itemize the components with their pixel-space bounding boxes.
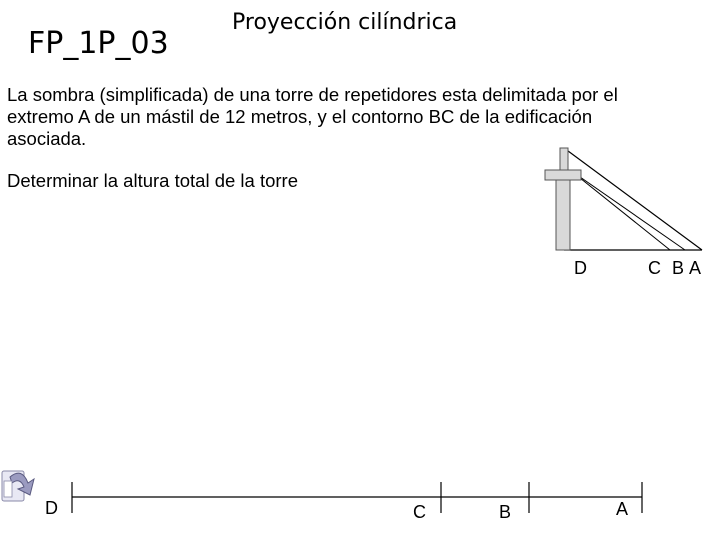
baseline-scale <box>72 482 642 513</box>
figure-label-D: D <box>574 258 587 278</box>
tower-figure <box>545 148 702 250</box>
baseline-label-A: A <box>616 499 629 519</box>
figure-label-B: B <box>672 258 685 278</box>
baseline-label-C: C <box>413 502 426 522</box>
baseline-label-B: B <box>499 502 512 522</box>
figure-label-C: C <box>648 258 661 278</box>
baseline-label-D: D <box>45 498 58 518</box>
slide-code: FP_1P_03 <box>28 26 169 61</box>
slide-title: Proyección cilíndrica <box>232 10 458 35</box>
shadow-ray-mid <box>570 170 685 250</box>
statement-line-2: extremo A de un mástil de 12 metros, y el contorno BC de la edificación <box>7 106 593 127</box>
shadow-ray-outer <box>564 148 702 250</box>
figure-label-A: A <box>689 258 702 278</box>
statement-line-1: La sombra (simplificada) de una torre de repetidores esta delimitada por el <box>7 84 618 105</box>
task-statement: Determinar la altura total de la torre <box>7 170 298 191</box>
shadow-ray-inner <box>580 178 670 250</box>
statement-line-3: asociada. <box>7 128 87 149</box>
building-crossbar <box>545 170 581 180</box>
tower-body <box>556 180 570 250</box>
return-arrow-icon[interactable] <box>2 471 34 501</box>
